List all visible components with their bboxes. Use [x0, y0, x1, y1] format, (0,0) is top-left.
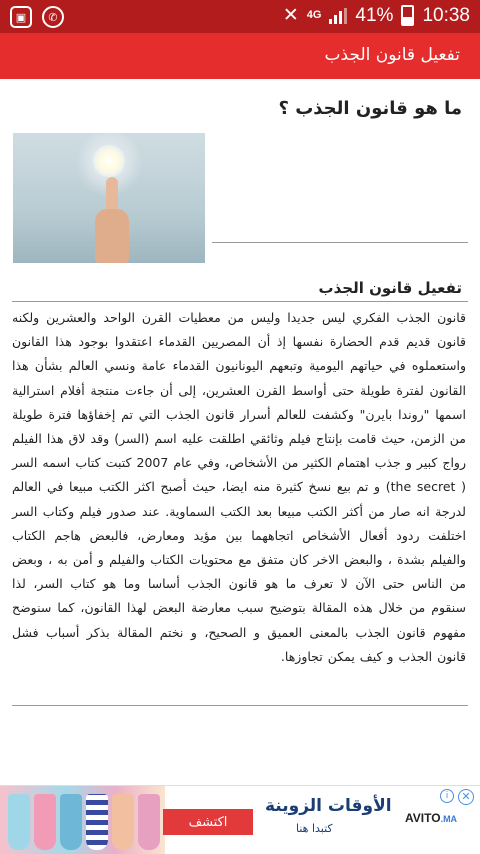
- divider: [12, 301, 468, 302]
- page-heading: ما هو قانون الجذب ؟: [278, 98, 462, 119]
- ad-subline: كتبدا هنا: [296, 822, 333, 835]
- article-content[interactable]: [0, 79, 480, 785]
- ad-cta-button[interactable]: اكتشف: [163, 809, 253, 835]
- image-icon: ▣: [10, 6, 32, 28]
- mute-icon: ✕: [282, 5, 299, 26]
- clock: 10:38: [422, 4, 470, 26]
- ad-brand: AVITO: [405, 811, 441, 825]
- clothing-item: [138, 794, 160, 850]
- whatsapp-icon: ✆: [42, 6, 64, 28]
- ad-banner[interactable]: [0, 785, 480, 854]
- hero-image: [13, 133, 205, 263]
- ad-brand-suffix: .MA: [440, 814, 458, 824]
- ad-headline: الأوقات الزوينة: [265, 796, 392, 816]
- ad-clothes-image: [0, 786, 165, 854]
- battery-icon: [401, 5, 414, 26]
- clothing-item: [8, 794, 30, 850]
- app-title: تفعيل قانون الجذب: [324, 45, 460, 65]
- clothing-item: [86, 794, 108, 850]
- clothing-item: [112, 794, 134, 850]
- status-left-icons: [10, 6, 64, 28]
- battery-percent: 41%: [355, 4, 394, 26]
- status-bar: [0, 0, 480, 33]
- ad-close-icon[interactable]: ✕: [458, 789, 474, 805]
- divider: [12, 705, 468, 706]
- clothing-item: [34, 794, 56, 850]
- section-title: تفعيل قانون الجذب: [318, 279, 462, 297]
- lightbulb-icon: [93, 145, 125, 177]
- clothing-item: [60, 794, 82, 850]
- ad-brand-logo: [405, 811, 457, 825]
- network-type: 4G: [306, 9, 322, 21]
- ad-info-icon[interactable]: i: [440, 789, 454, 803]
- app-bar: [0, 33, 480, 79]
- article-body: قانون الجذب الفكري ليس جديدا وليس من معطيات القرن الواحد والعشرين ولكنه قانون قديم قدم الحضارة نفسها إذ أن المصريين القدماء اعتقدوا بوجود هذا القانون واستعملوه في حياتهم اليومية وتبعهم اليونانيون القدماء عامة ونسي العالم بشأن هذا القانون لفترة طويلة حتى أواسط القرن العشرين، إلى أن جاءت منتجة أفلام استرالية اسمها "روندا بايرن" وكشفت للعالم أسرار قانون الجذب التي تم إخفاؤها فترة طويلة من الزمن، حيث قامت بإنتاج فيلم وثائقي اطلقت عليه اسم (السر) وقد لاق هذا الفيلم رواج كبير و جذب اهتمام الكثير من الأشخاص، وفي عام 2007 كتبت كتاب اسمه السر ( the secret) و تم بيع نسخ كثيرة منه ايضا، حيث أصبح اكثر الكتب مبيعا في العالم لدرجة انه صار من أكثر الكتب مبيعا بعد الكتب السماوية. عند صدور فيلم وكتاب السر اختلفت ردود أفعال الأشخاص اتجاههما بين مؤيد ومعارض، فالبعض هاجم الكتاب والفيلم بشدة ، والبعض الاخر كان متفق مع محتويات الكتاب والفيلم و أمن به ، وبعض من الناس حتى الآن لا تعرف ما هو قانون الجذب أساسا وما هو كتاب السر، لذا سنقوم من خلال هذه المقالة بتوضيح سبب معارضة البعض لهذا القانون، كما سنوضح مفهوم قانون الجذب بالمعنى العميق و الصحيح، و نختم المقالة بذكر أسباب فشل قانون الجذب و كيف يمكن تجاوزها.: [12, 310, 466, 664]
- status-right-icons: [283, 4, 470, 27]
- signal-icon: [329, 8, 347, 24]
- divider: [212, 242, 468, 243]
- hand: [95, 209, 129, 263]
